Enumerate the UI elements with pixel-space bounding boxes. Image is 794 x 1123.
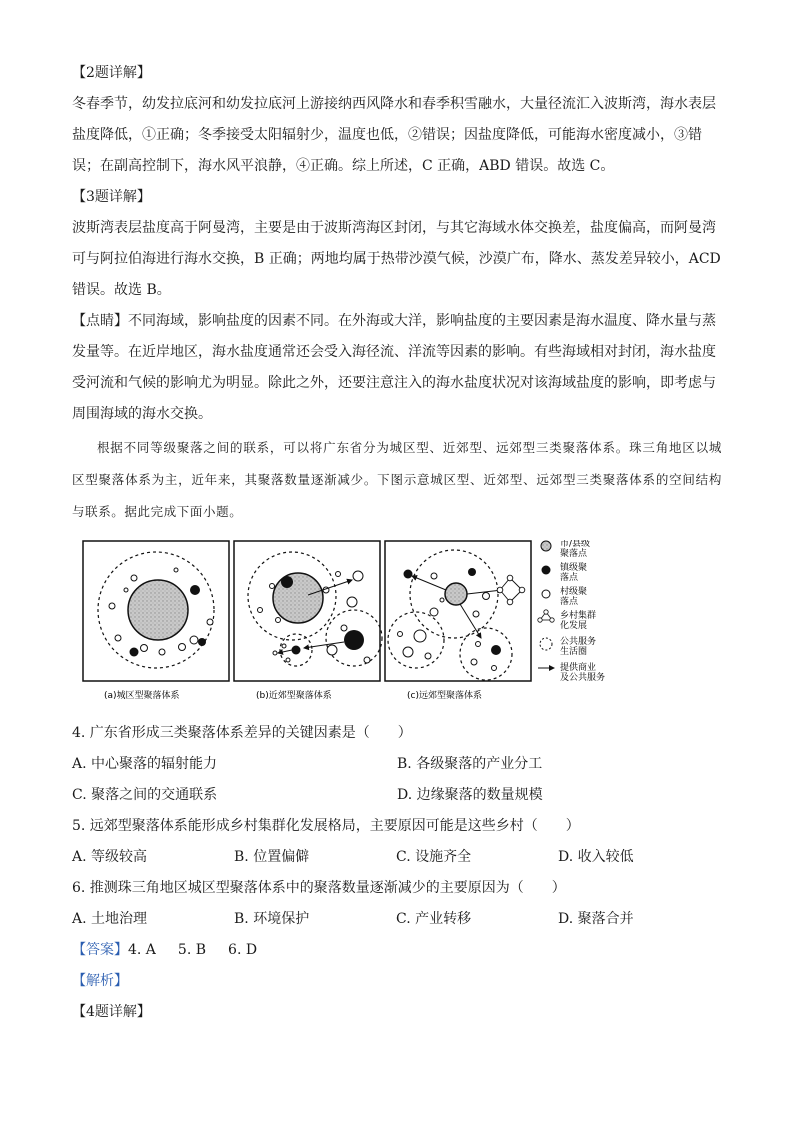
legend-village-1: 村级聚 <box>560 587 588 597</box>
settlement-system-figure <box>82 540 642 710</box>
question-6-options <box>72 904 722 935</box>
question-5-options <box>72 842 722 873</box>
answer-item-6: 6. D <box>228 942 258 958</box>
q2-detail-line-3: 误；在副高控制下，海水风平浪静，④正确。综上所述，C 正确，ABD 错误。故选 C。 <box>72 158 615 174</box>
material-paragraph: 根据不同等级聚落之间的联系，可以将广东省分为城区型、近郊型、远郊型三类聚落体系。珠三角地区以城区型聚落体系为主，近年来，其聚落数量逐渐减少。下图示意城区型、近郊型、远郊型三类聚落体系的空间结构与联系。据此完成下面小题。 <box>72 440 722 519</box>
document-page <box>72 58 722 1028</box>
panel-exurban <box>385 541 531 681</box>
caption-exurban: (c)远郊型聚落体系 <box>407 691 482 701</box>
q3-detail-line-2: 可与阿拉伯海进行海水交换，B 正确；两地均属于热带沙漠气候，沙漠广布，降水、蒸发差异较小，ACD <box>72 251 721 267</box>
answer-line <box>72 935 722 966</box>
dashed-circle-icon <box>540 638 552 650</box>
question-6-option-b: B. 环境保护 <box>234 911 310 927</box>
settlement-diagram <box>82 540 642 710</box>
legend-cluster-2: 化发展 <box>560 621 588 631</box>
question-5-option-a: A. 等级较高 <box>72 849 148 865</box>
answer-label: 【答案】 <box>72 942 128 958</box>
answer-item-5: 5. B <box>177 942 207 958</box>
q3-detail-heading: 【3题详解】 <box>72 189 151 205</box>
panel-urban <box>83 541 229 681</box>
q2-detail-line-1: 冬春季节，幼发拉底河和幼发拉底河上游接纳西风降水和春季积雪融水，大量径流汇入波斯湾，海水表层 <box>72 96 716 112</box>
legend-village-2: 落点 <box>560 597 579 607</box>
question-5-option-b: B. 位置偏僻 <box>234 849 310 865</box>
legend-town-1: 镇级聚 <box>560 563 588 573</box>
dianjing-line-2: 发量等。在近岸地区，海水盐度通常还会受入海径流、洋流等因素的影响。有些海域相对封闭，海水盐度 <box>72 344 716 360</box>
question-6-stem: 6. 推测珠三角地区城区型聚落体系中的聚落数量逐渐减少的主要原因为（ ） <box>72 880 566 896</box>
legend-service-2: 生活圈 <box>560 647 588 657</box>
legend-arrow-1: 提供商业 <box>560 663 597 673</box>
analysis-heading: 【解析】 <box>72 973 128 989</box>
cluster-icon <box>538 610 554 622</box>
question-6-option-d: D. 聚落合并 <box>558 911 634 927</box>
dianjing-label: 【点睛】 <box>72 313 128 329</box>
question-4-option-a: A. 中心聚落的辐射能力 <box>72 756 218 772</box>
legend-service-1: 公共服务 <box>560 637 597 647</box>
legend-city-2: 聚落点 <box>560 549 588 559</box>
question-4-stem: 4. 广东省形成三类聚落体系差异的关键因素是（ ） <box>72 725 412 741</box>
panel-suburban <box>234 541 382 681</box>
question-4-option-b: B. 各级聚落的产业分工 <box>397 756 543 772</box>
village-dot-icon <box>542 590 550 598</box>
question-6-option-c: C. 产业转移 <box>396 911 472 927</box>
question-5-option-c: C. 设施齐全 <box>396 849 472 865</box>
q2-detail-line-2: 盐度降低，①正确；冬季接受太阳辐射少，温度也低，②错误；因盐度降低，可能海水密度减小，③错 <box>72 127 702 143</box>
question-4-option-d: D. 边缘聚落的数量规模 <box>397 787 543 803</box>
dianjing-line-1 <box>72 306 722 337</box>
dianjing-line-4: 周围海域的海水交换。 <box>72 406 212 422</box>
legend-arrow-2: 及公共服务 <box>560 673 606 683</box>
legend <box>538 540 605 683</box>
q2-detail-heading: 【2题详解】 <box>72 65 151 81</box>
legend-cluster-1: 乡村集群 <box>560 611 597 621</box>
question-4-options-row-1 <box>72 749 722 780</box>
question-5-option-d: D. 收入较低 <box>558 849 634 865</box>
question-5-stem: 5. 远郊型聚落体系能形成乡村集群化发展格局，主要原因可能是这些乡村（ ） <box>72 818 580 834</box>
caption-suburban: (b)近郊型聚落体系 <box>256 691 332 701</box>
q3-detail-line-1: 波斯湾表层盐度高于阿曼湾，主要是由于波斯湾海区封闭，与其它海域水体交换差，盐度偏高，而阿曼湾 <box>72 220 716 236</box>
q3-detail-line-3: 错误。故选 B。 <box>72 282 171 298</box>
legend-town-2: 落点 <box>560 573 579 583</box>
caption-urban: (a)城区型聚落体系 <box>104 691 180 701</box>
question-4-options-row-2 <box>72 780 722 811</box>
dianjing-text-1: 不同海域，影响盐度的因素不同。在外海或大洋，影响盐度的主要因素是海水温度、降水量与蒸 <box>128 313 716 329</box>
legend-city-1: 市/县级 <box>560 540 591 549</box>
answer-item-4: 4. A <box>128 942 156 958</box>
city-dot-icon <box>541 541 551 551</box>
question-4-option-c: C. 聚落之间的交通联系 <box>72 787 218 803</box>
q4-detail-heading: 【4题详解】 <box>72 1004 151 1020</box>
dianjing-line-3: 受河流和气候的影响尤为明显。除此之外，还要注意注入的海水盐度状况对该海域盐度的影响，即考虑与 <box>72 375 716 391</box>
town-dot-icon <box>542 566 551 575</box>
question-6-option-a: A. 土地治理 <box>72 911 148 927</box>
